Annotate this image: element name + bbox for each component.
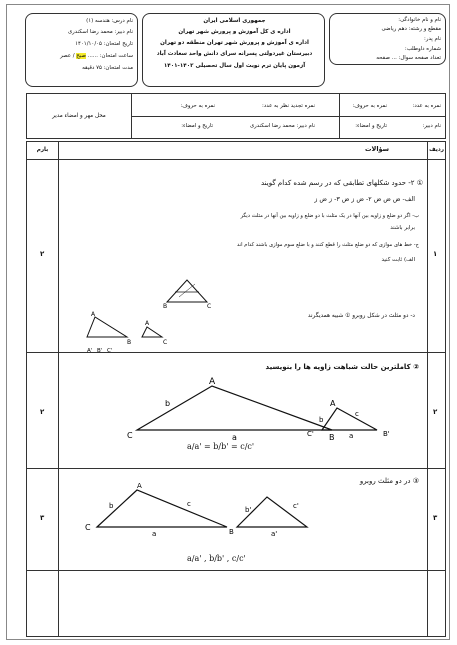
- row-divider-3: [27, 570, 445, 571]
- q2-label-a: A: [209, 377, 216, 387]
- reviewed-letters-label: نمره به حروف:: [180, 103, 215, 109]
- q1-label-a2: A: [145, 320, 150, 327]
- score-column-divider: [58, 142, 59, 636]
- q1-label-c2: C: [163, 339, 168, 346]
- q3-ratio-d2: b': [216, 554, 225, 563]
- q1-label-c3: C': [107, 348, 113, 354]
- country-title: جمهوری اسلامی ایران: [203, 18, 266, 24]
- q3-ratio-d1: a': [194, 554, 202, 563]
- q3-label-c-prime: c': [293, 502, 299, 510]
- q1-line-4: برابر باشند: [390, 225, 415, 231]
- subject-label: نام درس: هندسه (۱): [86, 18, 133, 24]
- q1-triangles-figure: [67, 272, 237, 362]
- student-name-label: نام و نام خانوادگی:: [398, 17, 441, 23]
- q2-line-1: ② کاملترین حالت شباهت زاویه ها را بنویسید: [265, 363, 419, 371]
- exam-date-value: ۱۴۰۱/۱۰/۰۵: [75, 41, 102, 47]
- q3-ratio-n1: a: [187, 554, 192, 563]
- q3-ratio-n2: b: [209, 554, 215, 563]
- table-header-divider: [27, 159, 445, 160]
- row-divider-2: [27, 468, 445, 469]
- q2-ratio-n3: c: [240, 442, 245, 451]
- page-count-label: تعداد صفحه سوال: ... صفحه: [376, 55, 441, 61]
- teacher-name-field: نام دبیر:: [422, 123, 441, 129]
- question-3-score: ۳: [40, 514, 45, 522]
- district-title: اداره ی آموزش و پرورش شهر تهران منطقه دو تهران: [160, 40, 309, 46]
- q3-label-a: a: [152, 530, 157, 538]
- exam-title: آزمون پایان ترم نوبت اول سال تحصیلی ۱۴۰۲-۱۴۰۱: [163, 63, 306, 69]
- exam-page: [6, 4, 450, 640]
- province-title: اداره ی کل آموزش و پرورش شهر تهران: [178, 29, 291, 35]
- exam-date-label: [75, 41, 133, 48]
- q1-label-a3: A': [87, 348, 93, 354]
- q1-line-2: الف- ض ض ض ۲- ض ز ض ۳- ز ض ز: [314, 196, 415, 203]
- principal-seal-label: محل مهر و امضاء مدیر: [52, 113, 106, 119]
- student-info-box: [329, 13, 446, 65]
- q2-ratio: a/a' = b/b' = c/c': [187, 442, 255, 451]
- q2-label-a3: a: [349, 432, 354, 440]
- id-number-label: شماره داوطلب:: [404, 46, 441, 52]
- q1-label-a: A: [91, 311, 96, 318]
- q2-label-a2: A: [330, 399, 336, 408]
- score-number-label: نمره به عدد:: [412, 103, 441, 109]
- q3-label-b: b: [109, 502, 114, 510]
- q1-line-6: الف) ثابت کنید: [381, 257, 415, 263]
- q2-ratio-d3: c': [247, 442, 255, 451]
- score-hdivider: [131, 116, 445, 117]
- questions-table: [26, 141, 446, 637]
- teacher-label: نام دبیر: محمد رضا اسکندری: [67, 29, 133, 35]
- q1-line-5: ج- خط های موازی که دو ضلع مثلث را قطع کنند و با ضلع سوم موازی باشند کدام اند: [237, 242, 419, 248]
- exam-date-title: تاریخ امتحان:: [103, 41, 133, 47]
- q2-ratio-d2: b': [221, 442, 229, 451]
- q2-label-b2: b: [319, 416, 324, 424]
- date-signature-field: تاریخ و امضاء:: [355, 123, 387, 129]
- school-name: دبیرستان غیردولتی پسرانه سرای دانش واحد سعادت آباد: [156, 51, 313, 57]
- teacher-name-field-2: نام دبیر: محمد رضا اسکندری: [249, 123, 315, 129]
- question-2-score: ۲: [40, 408, 45, 416]
- father-name-label: نام پدر:: [424, 36, 441, 42]
- exam-duration-label: مدت امتحان: ۷۵ دقیقه: [82, 65, 133, 71]
- question-1-score: ۲: [40, 250, 45, 258]
- question-1-row-number: ۱: [433, 250, 438, 258]
- q3-triangles-figure: [67, 482, 407, 552]
- q1-line-1: ① ۲- حدود شکلهای تطابقی که در رسم شده کدام گویند: [260, 179, 423, 187]
- q3-ratio: a/a' , b/b' , c/c': [187, 554, 246, 563]
- q3-label-b-prime: b': [245, 506, 252, 514]
- q1-line-3: ب- اگر دو ضلع و زاویه بین آنها در یک مثلث با دو ضلع و زاویه بین آنها در مثلث دیگر: [240, 213, 419, 219]
- exam-info-box: [25, 13, 138, 87]
- score-box: [26, 93, 446, 139]
- question-3-row-number: ۳: [433, 514, 438, 522]
- exam-time-title: ساعت امتحان: ......: [87, 53, 133, 59]
- exam-time-label: [60, 53, 133, 60]
- score-letters-label: نمره به حروف:: [352, 103, 387, 109]
- date-signature-field-2: تاریخ و امضاء:: [181, 123, 213, 129]
- q3-label-a-prime: a': [271, 530, 278, 538]
- q3-label-c: C: [85, 523, 91, 532]
- q3-ratio-n3: c: [231, 554, 237, 563]
- q3-label-b-vertex: B: [229, 528, 234, 536]
- q3-ratio-d3: c': [239, 554, 246, 563]
- q1-line-7: د- دو مثلث در شکل روبرو ① شبیه همدیگرند: [307, 313, 415, 319]
- row-column-header: ردیف: [429, 147, 444, 153]
- q1-label-b2: B: [127, 339, 132, 346]
- q2-label-b-prime: B': [383, 430, 390, 438]
- q2-ratio-d1: a': [194, 442, 202, 451]
- q1-label-b: B: [163, 303, 168, 310]
- q2-label-a-side: a: [232, 433, 237, 442]
- q1-label-b3: B': [97, 348, 103, 354]
- q3-label-c-side: c: [187, 500, 191, 508]
- reviewed-score-label: نمره تجدید نظر به عدد:: [262, 103, 315, 109]
- question-2-row-number: ۲: [433, 408, 438, 416]
- q2-label-c2: c: [355, 410, 359, 418]
- q2-label-c: C: [127, 431, 133, 440]
- exam-time-morning: صبح: [76, 53, 86, 59]
- q2-label-c-prime: C': [307, 430, 314, 438]
- score-column-header: بارم: [36, 147, 49, 153]
- q2-ratio-n1: a: [187, 442, 192, 451]
- school-info-box: [142, 13, 325, 87]
- row-column-divider: [427, 142, 428, 636]
- grade-label: مقطع و رشته: دهم ریاضی: [381, 26, 441, 32]
- q1-label-c: C: [207, 303, 212, 310]
- q3-label-a-vertex: A: [137, 482, 142, 490]
- exam-time-evening: / عصر: [60, 53, 75, 59]
- q2-label-b-vertex: B: [329, 433, 335, 442]
- questions-column-header: سؤالات: [364, 145, 390, 153]
- q2-ratio-n2: b: [213, 442, 219, 451]
- q3-line-1: ③ در دو مثلث روبرو: [359, 477, 419, 485]
- q2-label-b: b: [165, 399, 171, 408]
